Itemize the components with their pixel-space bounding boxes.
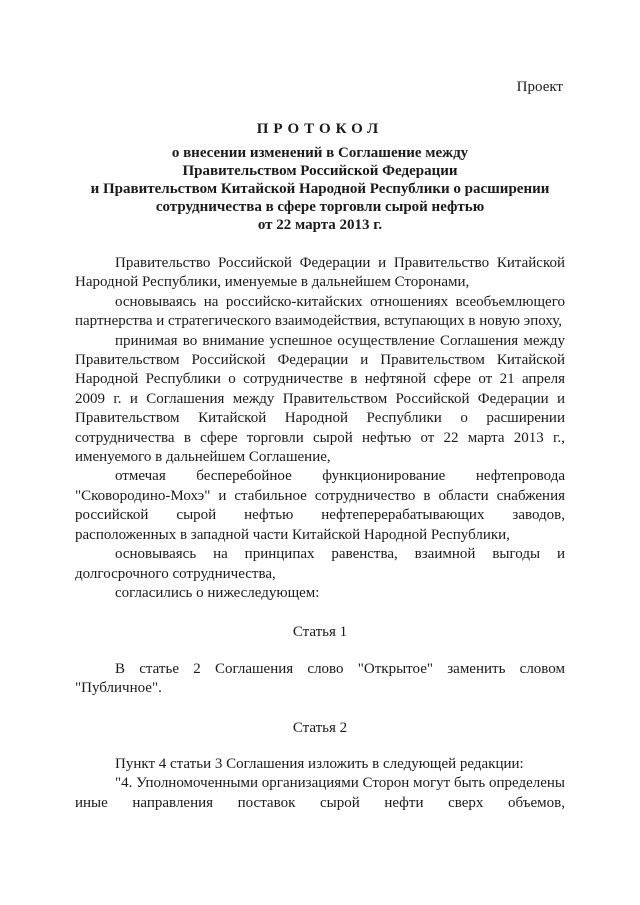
preamble-parties: Правительство Российской Федерации и Правительство Китайской Народной Республики, именуемые в дальнейшем Сторонами,	[75, 255, 565, 291]
preamble-agreed: согласились о нижеследующем:	[115, 584, 320, 601]
subtitle-line: от 22 марта 2013 г.	[257, 217, 383, 233]
preamble-principles: основываясь на принципах равенства, взаимной выгоды и долгосрочного сотрудничества,	[75, 546, 565, 582]
title-block	[60, 120, 580, 234]
article-2-quote: "4. Уполномоченными организациями Сторон могут быть определены иные направления поставок сырой нефти сверх объемов,	[75, 775, 565, 811]
subtitle-line: Правительством Российской Федерации	[182, 163, 458, 179]
subtitle-line: о внесении изменений в Соглашение между	[171, 145, 469, 161]
draft-label: Проект	[516, 79, 563, 95]
preamble-based-on: основываясь на российско-китайских отношениях всеобъемлющего партнерства и стратегического взаимодействия, вступающих в новую эпоху,	[75, 293, 565, 330]
preamble-considering: принимая во внимание успешное осуществление Соглашения между Правительством Российской Федерации и Правительством Китайской Народной Республики о сотрудничестве в нефтяной сфере от 21 апреля 2009 г. и Соглашения между Правительством Российской Федерации и Правительством Китайской Народной Республики о расширении сотрудничества в сфере торговли сырой нефтью от 22 марта 2013 г., именуемого в дальнейшем Соглашение,	[75, 332, 565, 466]
article-1-heading: Статья 1	[292, 624, 348, 641]
article-2-heading: Статья 2	[292, 719, 348, 736]
preamble-noting: отмечая бесперебойное функционирование нефтепровода "Сковородино-Мохэ" и стабильное сотрудничество в области снабжения российской сырой нефтью нефтеперерабатывающих заводов, расположенных в западной части Китайской Народной Республики,	[75, 468, 565, 543]
document-body	[75, 254, 565, 813]
subtitle-line: сотрудничества в сфере торговли сырой нефтью	[155, 199, 485, 215]
article-1-text: В статье 2 Соглашения слово "Открытое" заменить словом "Публичное".	[75, 660, 565, 697]
article-2-text: Пункт 4 статьи 3 Соглашения изложить в следующей редакции:	[115, 755, 524, 772]
document-title: ПРОТОКОЛ	[256, 121, 384, 137]
subtitle-line: и Правительством Китайской Народной Республики о расширении	[90, 181, 550, 197]
